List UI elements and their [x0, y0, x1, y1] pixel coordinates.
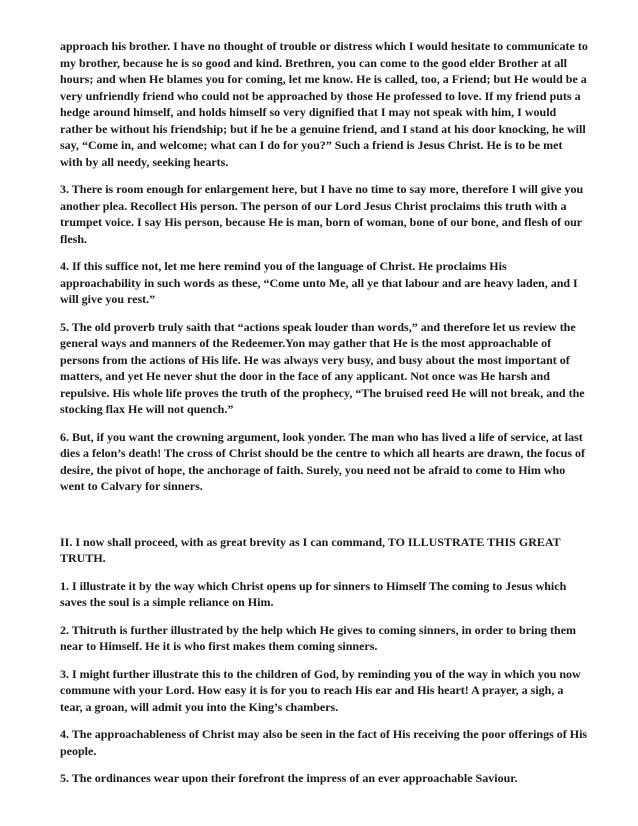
paragraph-point-5-actions: 5. The old proverb truly saith that “actions speak louder than words,” and therefore let us review the general ways and manners of the Redeemer.Yon may gather that He is the most approachable of persons from the actions of His life. He was always very busy, and busy about the most important of matters, and yet He never shut the door in the face of any applicant. Not once was He harsh and repulsive. His whole life proves the truth of the prophecy, “The bruised reed He will not break, and the stocking flax He will not quench.”	[60, 319, 585, 416]
section-heading-illustrate: II. I now shall proceed, with as great brevity as I can command, TO ILLUSTRATE THIS GREAT TRUTH.	[60, 534, 561, 565]
paragraph-point-3-person: 3. There is room enough for enlargement here, but I have no time to say more, therefore I will give you another plea. Recollect His person. The person of our Lord Jesus Christ proclaims this truth with a trumpet voice. I say His person, because He is man, born of woman, bone of our bone, and flesh of our flesh.	[60, 182, 584, 246]
paragraph-point-4-language: 4. If this suffice not, let me here remind you of the language of Christ. He proclaims His approachability in such words as these, “Come unto Me, all ye that labour and are heavy laden, and I will give you rest.”	[60, 259, 578, 306]
paragraph-point-6-cross: 6. But, if you want the crowning argument, look yonder. The man who has lived a life of service, at last dies a felon’s death! The cross of Christ should be the centre to which all hearts are drawn, the focus of desire, the pivot of hope, the anchorage of faith. Surely, you need not be afraid to come to Him who went to Calvary for sinners.	[60, 429, 585, 493]
paragraph-friend: approach his brother. I have no thought of trouble or distress which I would hesitate to communicate to my brother, because he is so good and kind. Brethren, you can come to the good elder Brother at all hours; and when He blames you for coming, let me know. He is called, too, a Friend; but He would be a very unfriendly friend who could not be approached by those He professed to love. If my friend puts a hedge around himself, and holds himself so very dignified that I may not speak with him, I would rather be without his friendship; but if he be a genuine friend, and I stand at his door knocking, he will say, “Come in, and welcome; what can I do for you?” Such a friend is Jesus Christ. He is to be met with by all needy, seeking hearts.	[60, 39, 588, 169]
paragraph-illustrate-3: 3. I might further illustrate this to the children of God, by reminding you of the way in which you now commune with your Lord. How easy it is for you to reach His ear and His heart! A prayer, a sigh, a tear, a groan, will admit you into the King’s chambers.	[60, 666, 581, 714]
paragraph-illustrate-1: 1. I illustrate it by the way which Christ opens up for sinners to Himself The coming to Jesus which saves the soul is a simple reliance on Him.	[60, 578, 567, 609]
paragraph-illustrate-2: 2. Thitruth is further illustrated by the help which He gives to coming sinners, in order to bring them near to Himself. He it is who first makes them coming sinners.	[60, 622, 577, 653]
document-page	[60, 38, 588, 798]
paragraph-illustrate-4: 4. The approachableness of Christ may also be seen in the fact of His receiving the poor offerings of His people.	[60, 727, 588, 758]
section-divider-space	[60, 506, 588, 534]
paragraph-illustrate-5: 5. The ordinances wear upon their forefront the impress of an ever approachable Saviour.	[60, 771, 518, 785]
